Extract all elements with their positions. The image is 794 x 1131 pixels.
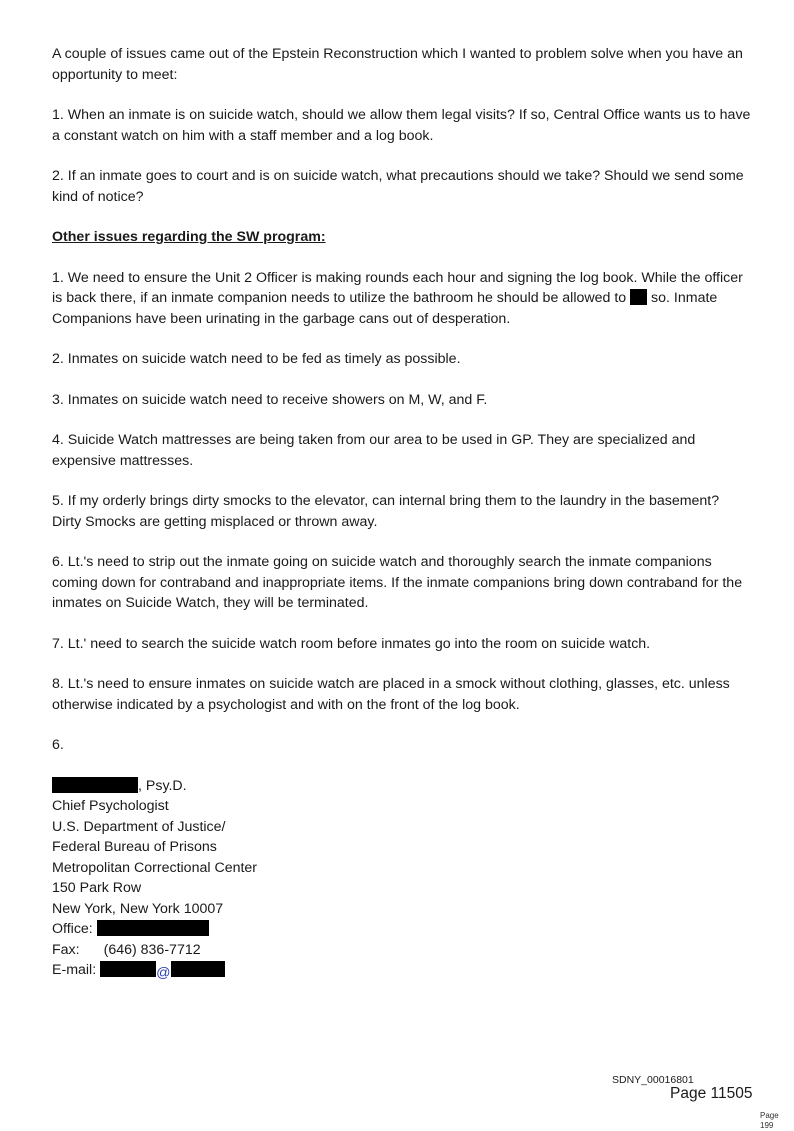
signature-office-line bbox=[52, 919, 752, 940]
issue-4: 4. Suicide Watch mattresses are being taken from our area to be used in GP. They are specialized and expensive mattresses. bbox=[52, 432, 696, 469]
office-label: Office: bbox=[52, 921, 93, 937]
issue-1 bbox=[52, 268, 752, 330]
signature-bureau: Federal Bureau of Prisons bbox=[52, 839, 217, 855]
signature-department: U.S. Department of Justice/ bbox=[52, 818, 226, 835]
document-page bbox=[52, 44, 752, 981]
intro-paragraph: A couple of issues came out of the Epstein Reconstruction which I wanted to problem solve when you have an opportunity to meet: bbox=[52, 46, 743, 83]
page-number-small: Page 199 bbox=[760, 1111, 779, 1130]
issue-1-text-after: so. Inmate Companions have been urinating in the garbage cans out of desperation. bbox=[52, 290, 718, 327]
signature-title: Chief Psychologist bbox=[52, 798, 169, 814]
signature-address-city: New York, New York 10007 bbox=[52, 900, 224, 917]
signature-email-line bbox=[52, 960, 752, 981]
issue-2: 2. Inmates on suicide watch need to be fed as timely as possible. bbox=[52, 351, 461, 367]
signature-credential: , Psy.D. bbox=[138, 777, 187, 794]
redaction-box bbox=[100, 961, 156, 977]
signature-address-street: 150 Park Row bbox=[52, 880, 142, 896]
page-number: Page 11505 bbox=[670, 1085, 753, 1102]
issue-6: 6. Lt.'s need to strip out the inmate going on suicide watch and thoroughly search the inmate companions coming down for contraband and inappropriate items. If the inmate companions bring down contraband for the inmates on Suicide Watch, they will be terminated. bbox=[52, 554, 743, 611]
question-2: 2. If an inmate goes to court and is on suicide watch, what precautions should we take? Should we send some kind of notice? bbox=[52, 168, 744, 205]
redaction-box bbox=[630, 289, 647, 305]
issue-3: 3. Inmates on suicide watch need to receive showers on M, W, and F. bbox=[52, 391, 488, 408]
fax-label: Fax: bbox=[52, 941, 80, 958]
fax-number: (646) 836-7712 bbox=[103, 941, 201, 958]
email-at-sign: @ bbox=[156, 965, 171, 981]
signature-block bbox=[52, 776, 752, 982]
email-label: E-mail: bbox=[52, 962, 97, 978]
signature-fax-line bbox=[52, 940, 752, 961]
question-1: 1. When an inmate is on suicide watch, should we allow them legal visits? If so, Central Office wants us to have a constant watch on him with a staff member and a log book. bbox=[52, 107, 751, 144]
redaction-box bbox=[97, 920, 209, 936]
issue-1-text-before: 1. We need to ensure the Unit 2 Officer is making rounds each hour and signing the log book. While the officer is back there, if an inmate companion needs to utilize the bathroom he should be allowed to bbox=[52, 269, 743, 306]
redaction-box bbox=[52, 777, 138, 793]
section-heading: Other issues regarding the SW program: bbox=[52, 229, 326, 245]
signature-name-line bbox=[52, 776, 752, 797]
bates-number: SDNY_00016801 bbox=[612, 1074, 694, 1086]
trailing-number: 6. bbox=[52, 737, 64, 753]
redaction-box bbox=[171, 961, 225, 977]
issue-5: 5. If my orderly brings dirty smocks to the elevator, can internal bring them to the laundry in the basement? Dirty Smocks are getting misplaced or thrown away. bbox=[52, 493, 720, 530]
issue-8: 8. Lt.'s need to ensure inmates on suicide watch are placed in a smock without clothing, glasses, etc. unless otherwise indicated by a psychologist and with on the front of the log book. bbox=[52, 676, 730, 713]
signature-facility: Metropolitan Correctional Center bbox=[52, 859, 258, 876]
issue-7: 7. Lt.' need to search the suicide watch room before inmates go into the room on suicide watch. bbox=[52, 635, 651, 652]
